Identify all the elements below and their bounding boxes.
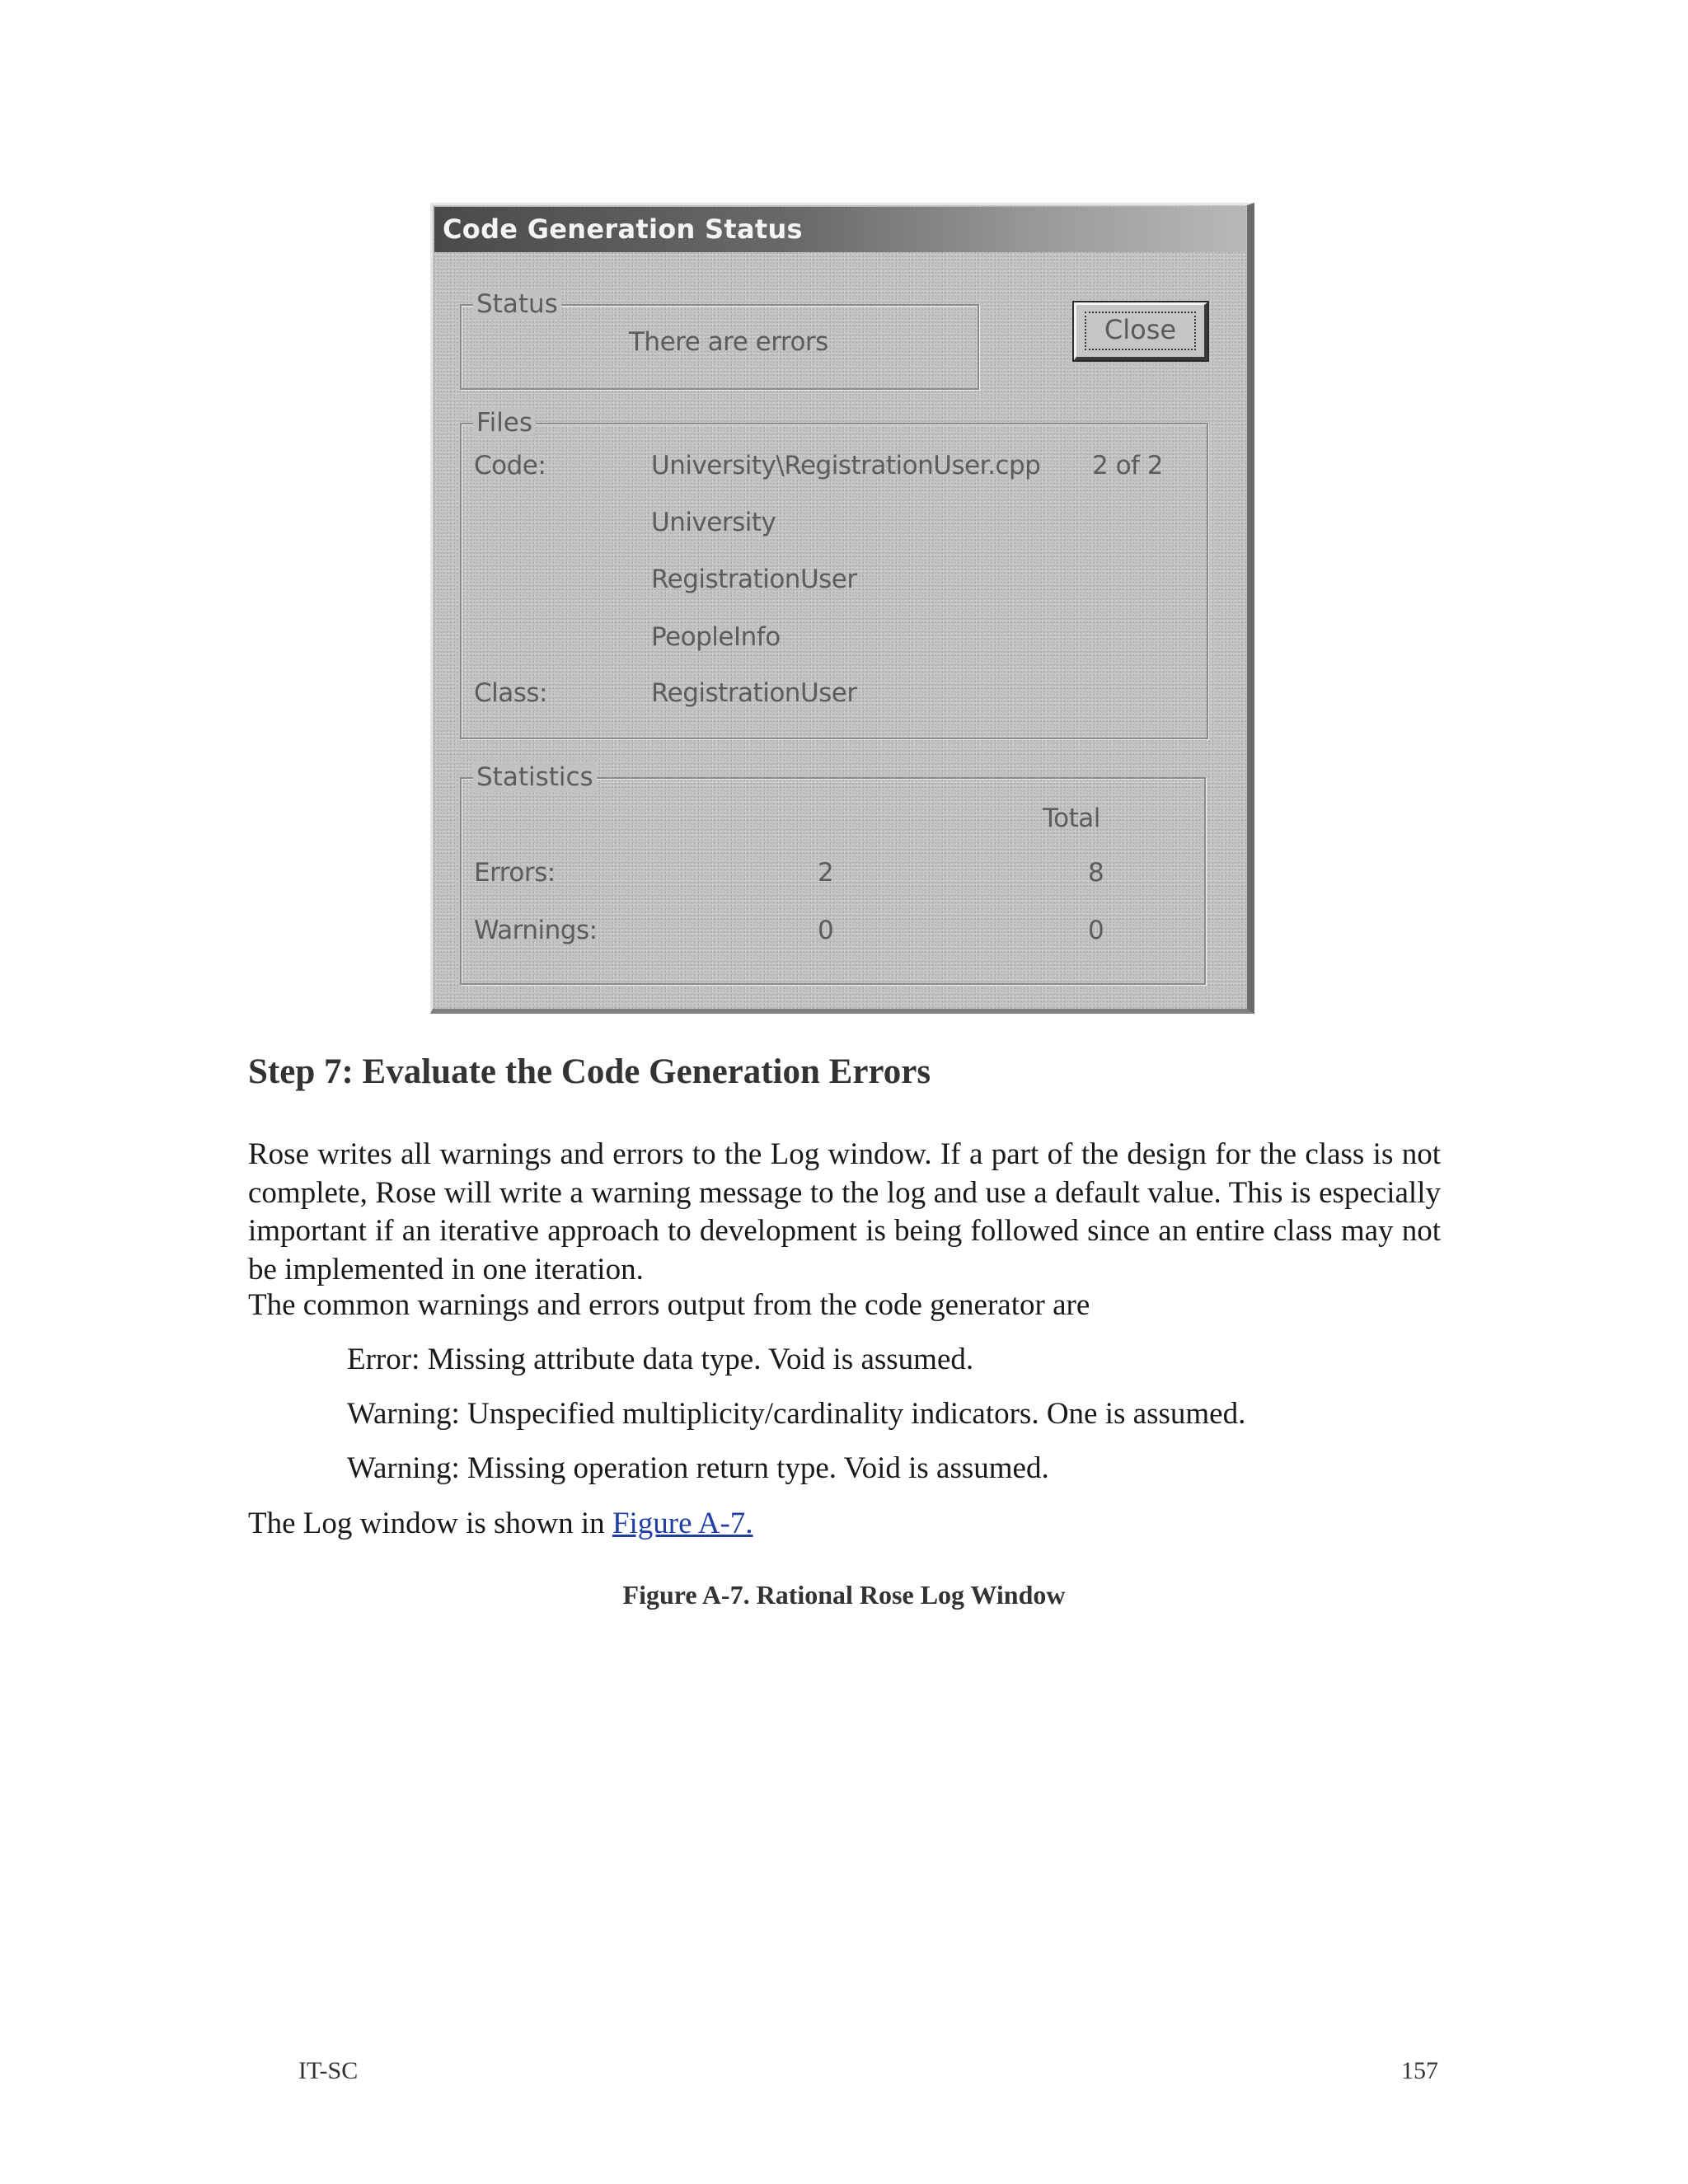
class-value: RegistrationUser [651,678,857,708]
class-label: Class: [474,678,548,708]
warnings-value: 0 [818,916,834,945]
errors-label: Errors: [474,858,556,888]
file-item: University [651,508,776,537]
code-file-path: University\RegistrationUser.cpp [651,451,1041,480]
dialog-title: Code Generation Status [443,213,803,245]
statistics-group [460,762,1206,985]
section-heading: Step 7: Evaluate the Code Generation Errors [248,1052,931,1091]
status-group [460,289,979,390]
page-number: 157 [1401,2057,1438,2084]
message-line: Warning: Missing operation return type. Void is assumed. [347,1451,1049,1485]
code-generation-status-dialog [430,203,1254,1014]
file-item: RegistrationUser [651,565,857,594]
files-legend: Files [473,408,536,438]
figure-caption: Figure A-7. Rational Rose Log Window [622,1580,1066,1610]
file-item: PeopleInfo [651,622,781,652]
log-sentence-text: The Log window is shown in [248,1507,612,1540]
errors-total: 8 [1088,858,1104,888]
warnings-label: Warnings: [474,916,598,945]
message-line: Warning: Unspecified multiplicity/cardinality indicators. One is assumed. [347,1397,1246,1431]
errors-value: 2 [818,858,834,888]
files-group [460,408,1208,739]
status-legend: Status [473,289,561,319]
statistics-legend: Statistics [473,762,597,792]
dialog-title-bar [434,207,1245,252]
intro-line: The common warnings and errors output from the code generator are [248,1288,1090,1322]
message-line: Error: Missing attribute data type. Void is assumed. [347,1343,974,1376]
body-paragraph: Rose writes all warnings and errors to the Log window. If a part of the design for the class is not complete, Rose will write a warning message to the log and use a default value. This is especially important if an iterative approach to development is being followed since an entire class may not be implemented in one iteration. [248,1137,1441,1286]
total-column-header: Total [1043,804,1100,833]
status-message: There are errors [629,327,828,357]
file-progress-count: 2 of 2 [1092,451,1164,480]
close-button-label: Close [1104,314,1177,345]
code-label: Code: [474,451,546,480]
warnings-total: 0 [1088,916,1104,945]
log-window-sentence [248,1506,753,1541]
close-button[interactable] [1074,302,1207,360]
footer-left-label: IT-SC [298,2057,359,2084]
figure-a7-link[interactable]: Figure A-7. [612,1507,753,1540]
